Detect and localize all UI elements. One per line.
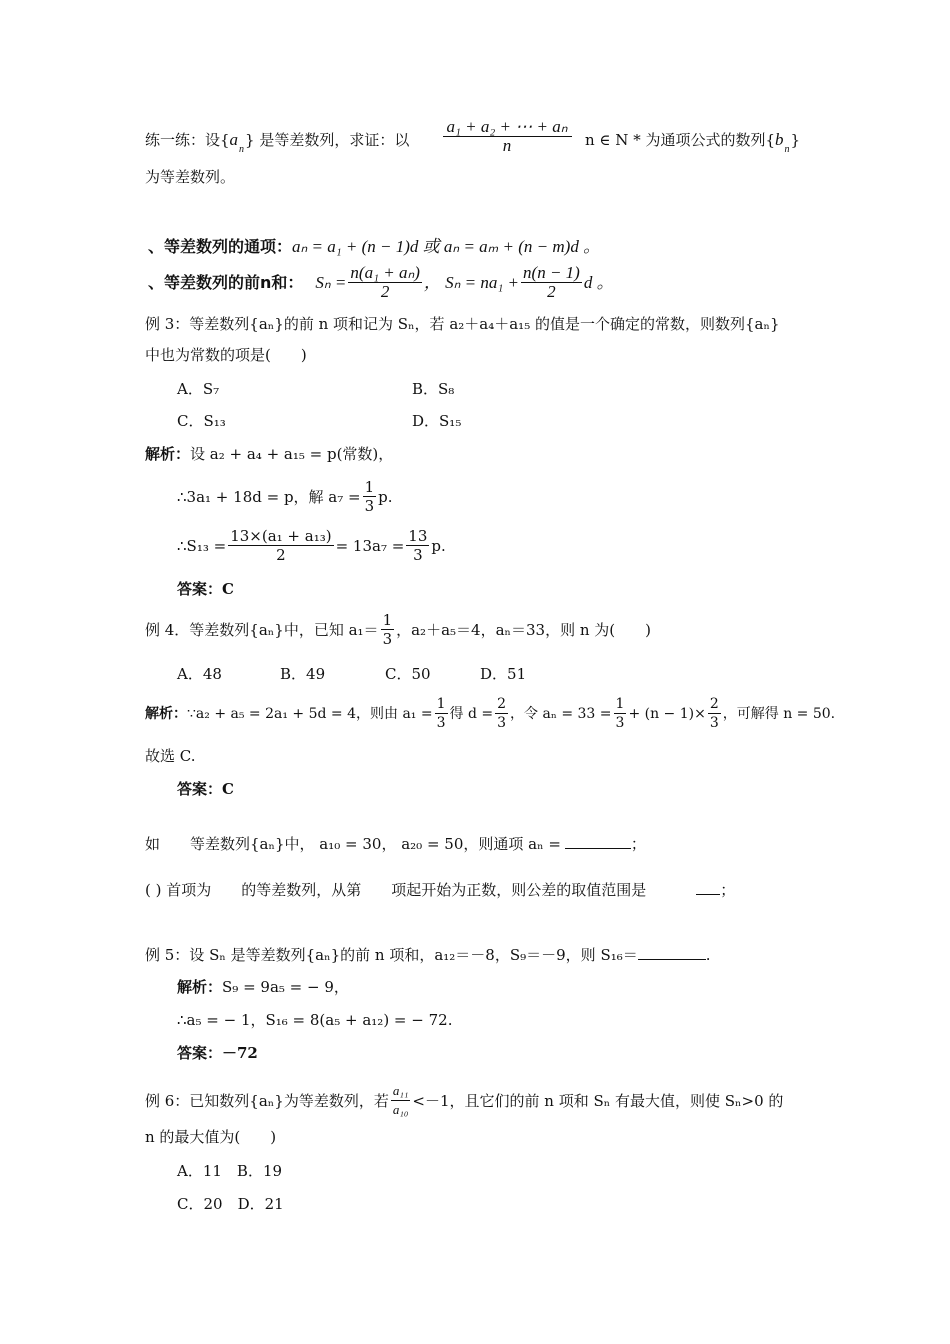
fraction-numerator: 2 <box>497 696 507 712</box>
fraction-numerator: 13 <box>408 527 428 545</box>
practice-line-1 <box>145 130 409 153</box>
question-text: 如 等差数列{aₙ}中， a₁₀ = 30， a₂₀ = 50，则通项 aₙ = <box>145 835 561 853</box>
formula-end: d 。 <box>583 272 614 292</box>
solution-text: p. <box>378 487 393 506</box>
fraction <box>348 264 421 301</box>
question-text: . <box>705 946 711 964</box>
ex6-options-1: A．11 B．19 <box>177 1162 283 1180</box>
practice-cond-text: n ∈ N * 为通项公式的数列{ <box>585 131 776 149</box>
fraction <box>406 527 429 564</box>
question-text: ( ) 首项为 的等差数列，从第 项起开始为正数，则公差的取值范围是 <box>145 881 647 899</box>
practice-prefix: 练一练：设{ <box>145 131 230 149</box>
question-text: 例 6：已知数列{aₙ}为等差数列，若 <box>145 1091 389 1110</box>
fraction <box>228 527 333 564</box>
ex4-option-a: A．48 <box>177 665 222 683</box>
solution-text: + (n − 1)× <box>628 705 706 722</box>
solution-text: ∵a₂ + a₅ = 2a₁ + 5d = 4，则由 a₁ = <box>187 705 433 722</box>
ex5-line-1 <box>145 945 711 965</box>
ex3-solution-3 <box>177 527 446 564</box>
solution-text: 设 a₂ + a₄ + a₁₅ = p(常数)， <box>190 445 394 463</box>
fraction-numerator: n(n − 1) <box>523 263 580 282</box>
solution-text: p. <box>431 536 446 555</box>
formula-heading: 、等差数列的前n和： <box>148 272 304 292</box>
var-a: a <box>229 130 239 149</box>
question-text: 例 5：设 Sₙ 是等差数列{aₙ}的前 n 项和，a₁₂＝－8，S₉＝－9，则 S₁₆＝ <box>145 946 638 964</box>
ex4-solution-2: 故选 C. <box>145 747 196 765</box>
solution-label: 解析： <box>145 705 187 722</box>
ex3-option-a: A．S₇ <box>177 380 220 398</box>
ex4-option-b: B．49 <box>280 665 326 683</box>
formula-sum-s2: ， Sₙ = na₁ + <box>423 272 520 292</box>
sub-n: n <box>239 144 245 155</box>
formula-text: aₙ = a₁ + (n − 1)d 或 aₙ = aₘ + (n − m)d 。 <box>292 237 601 256</box>
fraction-denominator: 3 <box>382 630 393 648</box>
fraction <box>708 695 721 732</box>
fraction-numerator: 13×(a₁ + a₁₃) <box>230 527 332 545</box>
ex3-solution-1 <box>145 444 393 464</box>
var-b: b <box>775 130 784 149</box>
answer-blank[interactable] <box>696 880 720 895</box>
solution-text: = 13a₇ = <box>335 536 405 555</box>
fraction-numerator: a₁₁ <box>391 1082 411 1101</box>
ex3-option-c: C．S₁₃ <box>177 412 226 430</box>
formula-sum-s: Sₙ = <box>315 272 347 292</box>
fraction <box>391 1082 411 1119</box>
fraction-numerator: 1 <box>615 696 625 712</box>
ex3-line-1: 例 3：等差数列{aₙ}的前 n 项和记为 Sₙ，若 a₂＋a₄＋a₁₅ 的值是一个确定的常数，则数列{aₙ} <box>145 315 780 333</box>
solution-label: 解析： <box>177 978 223 996</box>
fraction <box>495 695 508 732</box>
sub-n: n <box>784 144 790 155</box>
fraction-denominator: 3 <box>709 715 719 731</box>
fraction-numerator: 1 <box>382 611 393 629</box>
practice-mid: } 是等差数列，求证：以 <box>245 131 410 149</box>
fraction-numerator: a₁ + a₂ + ⋯ + aₙ <box>443 118 572 137</box>
ex5-answer: 答案：－72 <box>177 1044 258 1062</box>
formula-general-term <box>148 237 600 257</box>
fraction-denominator: 2 <box>380 282 390 301</box>
fraction <box>614 695 627 732</box>
answer-blank[interactable] <box>638 945 706 960</box>
ex3-line-2: 中也为常数的项是( ) <box>145 346 307 364</box>
question-text: 例 4．等差数列{aₙ}中，已知 a₁＝ <box>145 620 379 639</box>
practice-cond <box>585 130 800 153</box>
fraction-denominator: 2 <box>276 546 286 564</box>
solution-text: 得 d = <box>449 705 494 722</box>
fraction-denominator: 3 <box>436 715 446 731</box>
ex4-line-1 <box>145 611 651 648</box>
fraction-denominator: 2 <box>547 282 556 301</box>
ex3-answer: 答案：C <box>177 580 234 598</box>
fraction <box>521 264 582 301</box>
solution-text: S₉ = 9a₅ = − 9， <box>222 978 349 996</box>
fraction-numerator: 1 <box>436 696 446 712</box>
fraction-denominator: 3 <box>497 715 507 731</box>
answer-blank[interactable] <box>565 834 631 849</box>
question-text: ； <box>630 835 646 853</box>
fraction-numerator: 2 <box>709 696 719 712</box>
fraction-denominator: n <box>502 136 512 155</box>
fraction <box>381 611 395 648</box>
fraction <box>363 478 377 515</box>
ex4-answer: 答案：C <box>177 780 234 798</box>
ex3-option-b: B．S₈ <box>412 380 455 398</box>
fraction <box>435 695 448 732</box>
practice-line-2: 为等差数列。 <box>145 168 236 186</box>
ru-line-2 <box>145 880 735 900</box>
solution-label: 解析： <box>145 445 191 463</box>
ex6-options-2: C．20 D．21 <box>177 1195 284 1213</box>
solution-text: ，可解得 n = 50. <box>722 705 836 722</box>
ru-line-1 <box>145 834 646 854</box>
ex6-line-1 <box>145 1082 783 1119</box>
fraction-denominator: 3 <box>364 497 375 515</box>
practice-fraction <box>440 118 574 155</box>
ex6-line-2: n 的最大值为( ) <box>145 1128 277 1146</box>
fraction-numerator: 1 <box>364 478 375 496</box>
ex4-option-d: D．51 <box>480 665 527 683</box>
solution-text: ∴3a₁ + 18d = p，解 a₇ = <box>177 487 361 506</box>
practice-tail: } <box>790 131 801 149</box>
fraction-denominator: 3 <box>413 546 423 564</box>
ex4-option-c: C．50 <box>385 665 431 683</box>
ex5-solution-1 <box>177 977 349 997</box>
ex3-option-d: D．S₁₅ <box>412 412 462 430</box>
question-text: ； <box>720 881 736 899</box>
formula-heading: 、等差数列的通项： <box>148 237 293 256</box>
ex3-solution-2 <box>177 478 393 515</box>
question-text: <－1，且它们的前 n 项和 Sₙ 有最大值，则使 Sₙ>0 的 <box>412 1091 784 1110</box>
fraction-denominator: a₁₀ <box>392 1102 409 1117</box>
question-text: ，a₂＋a₅＝4，aₙ＝33，则 n 为( ) <box>396 620 651 639</box>
ex4-solution <box>145 695 835 732</box>
fraction <box>442 118 572 155</box>
fraction-denominator: 3 <box>615 715 625 731</box>
solution-text: ，令 aₙ = 33 = <box>510 705 612 722</box>
fraction-numerator: n(a₁ + aₙ) <box>350 263 420 282</box>
formula-sum <box>148 264 614 301</box>
ex5-solution-2: ∴a₅ = − 1，S₁₆ = 8(a₅ + a₁₂) = − 72. <box>177 1011 453 1029</box>
solution-text: ∴S₁₃ = <box>177 536 227 555</box>
